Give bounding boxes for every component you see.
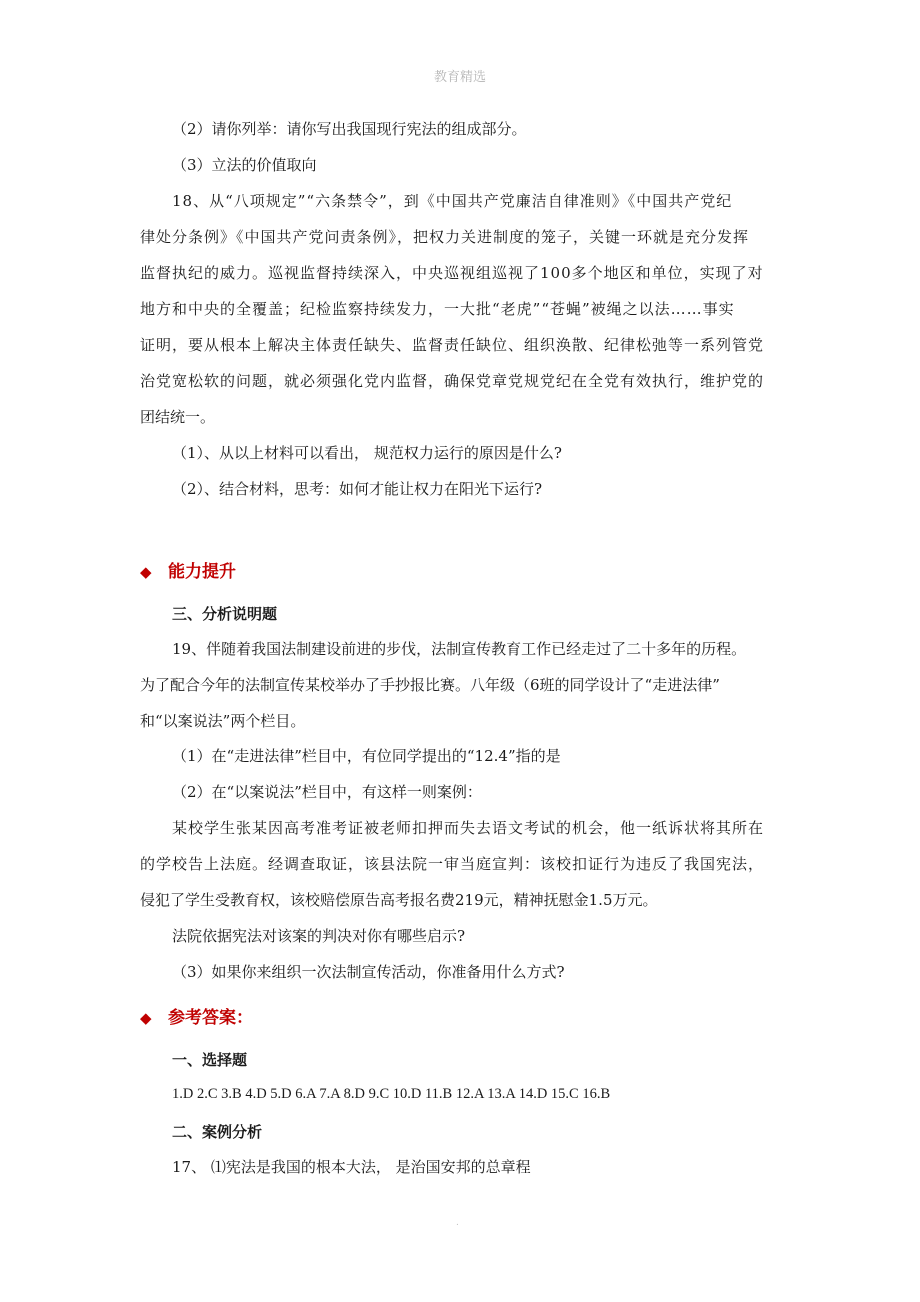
q19-line-2: 为了配合今年的法制宣传某校举办了手抄报比赛。八年级（6班的同学设计了“走进法律” <box>140 676 720 694</box>
footer-mark: . <box>456 1218 459 1228</box>
page-header: 教育精选 <box>433 70 486 85</box>
q18-sub-question-1: （1）、从以上材料可以看出， 规范权力运行的原因是什么? <box>172 444 562 462</box>
q19-line-1: 19、伴随着我国法制建设前进的步伐，法制宣传教育工作已经走过了二十多年的历程。 <box>172 640 747 658</box>
q17-answer: 17、 ⑴宪法是我国的根本大法， 是治国安邦的总章程 <box>172 1158 531 1176</box>
q18-line-3: 监督执纪的威力。巡视监督持续深入，中央巡视组巡视了100多个地区和单位，实现了对 <box>140 264 764 282</box>
q18-line-4: 地方和中央的全覆盖；纪检监察持续发力，一大批“老虎”“苍蝇”被绳之以法……事实 <box>140 300 735 318</box>
section-answers-title: 参考答案： <box>168 1008 253 1028</box>
q17-item-2: （2）请你列举：请你写出我国现行宪法的组成部分。 <box>172 120 527 138</box>
q18-sub-question-2: （2）、结合材料，思考：如何才能让权力在阳光下运行? <box>172 480 543 498</box>
q18-line-2: 律处分条例》《中国共产党问责条例》，把权力关进制度的笼子，关键一环就是充分发挥 <box>140 228 750 246</box>
q18-line-7: 团结统一。 <box>140 408 216 426</box>
q17-item-3: （3）立法的价值取向 <box>172 156 317 174</box>
q19-sub-question-3: （3）如果你来组织一次法制宣传活动，你准备用什么方式? <box>172 963 565 981</box>
q18-line-1: 18、从“八项规定”“六条禁令”，到《中国共产党廉洁自律准则》《中国共产党纪 <box>172 192 733 210</box>
section-ability <box>140 557 236 582</box>
q19-case-line-2: 的学校告上法庭。经调查取证，该县法院一审当庭宣判：该校扣证行为违反了我国宪法， <box>140 855 765 873</box>
section-ability-title: 能力提升 <box>168 562 236 582</box>
q19-case-line-1: 某校学生张某因高考准考证被老师扣押而失去语文考试的机会，他一纸诉状将其所在 <box>172 819 765 837</box>
answers-part-2-title: 二、案例分析 <box>172 1123 263 1141</box>
q18-line-6: 治党宽松软的问题，就必须强化党内监督，确保党章党规党纪在全党有效执行，维护党的 <box>140 372 765 390</box>
q19-case-line-3: 侵犯了学生受教育权，该校赔偿原告高考报名费219元，精神抚慰金1.5万元。 <box>140 891 658 909</box>
diamond-bullet-icon: ◆ <box>140 1009 152 1027</box>
part-3-title: 三、分析说明题 <box>172 605 278 623</box>
q19-sub-question-1: （1）在“走进法律”栏目中，有位同学提出的“12.4”指的是 <box>172 747 561 765</box>
q18-line-5: 证明，要从根本上解决主体责任缺失、监督责任缺位、组织涣散、纪律松弛等一系列管党 <box>140 336 765 354</box>
q19-line-3: 和“以案说法”两个栏目。 <box>140 712 306 730</box>
answers-multiple-choice: 1.D 2.C 3.B 4.D 5.D 6.A 7.A 8.D 9.C 10.D 11.B 12.A 13.A 14.D 15.C 16.B <box>172 1086 611 1102</box>
diamond-bullet-icon: ◆ <box>140 563 152 581</box>
answers-part-1-title: 一、选择题 <box>172 1051 248 1069</box>
q19-sub-question-2: （2）在“以案说法”栏目中，有这样一则案例： <box>172 783 482 801</box>
section-answers <box>140 1003 253 1028</box>
q19-question: 法院依据宪法对该案的判决对你有哪些启示? <box>172 927 466 945</box>
